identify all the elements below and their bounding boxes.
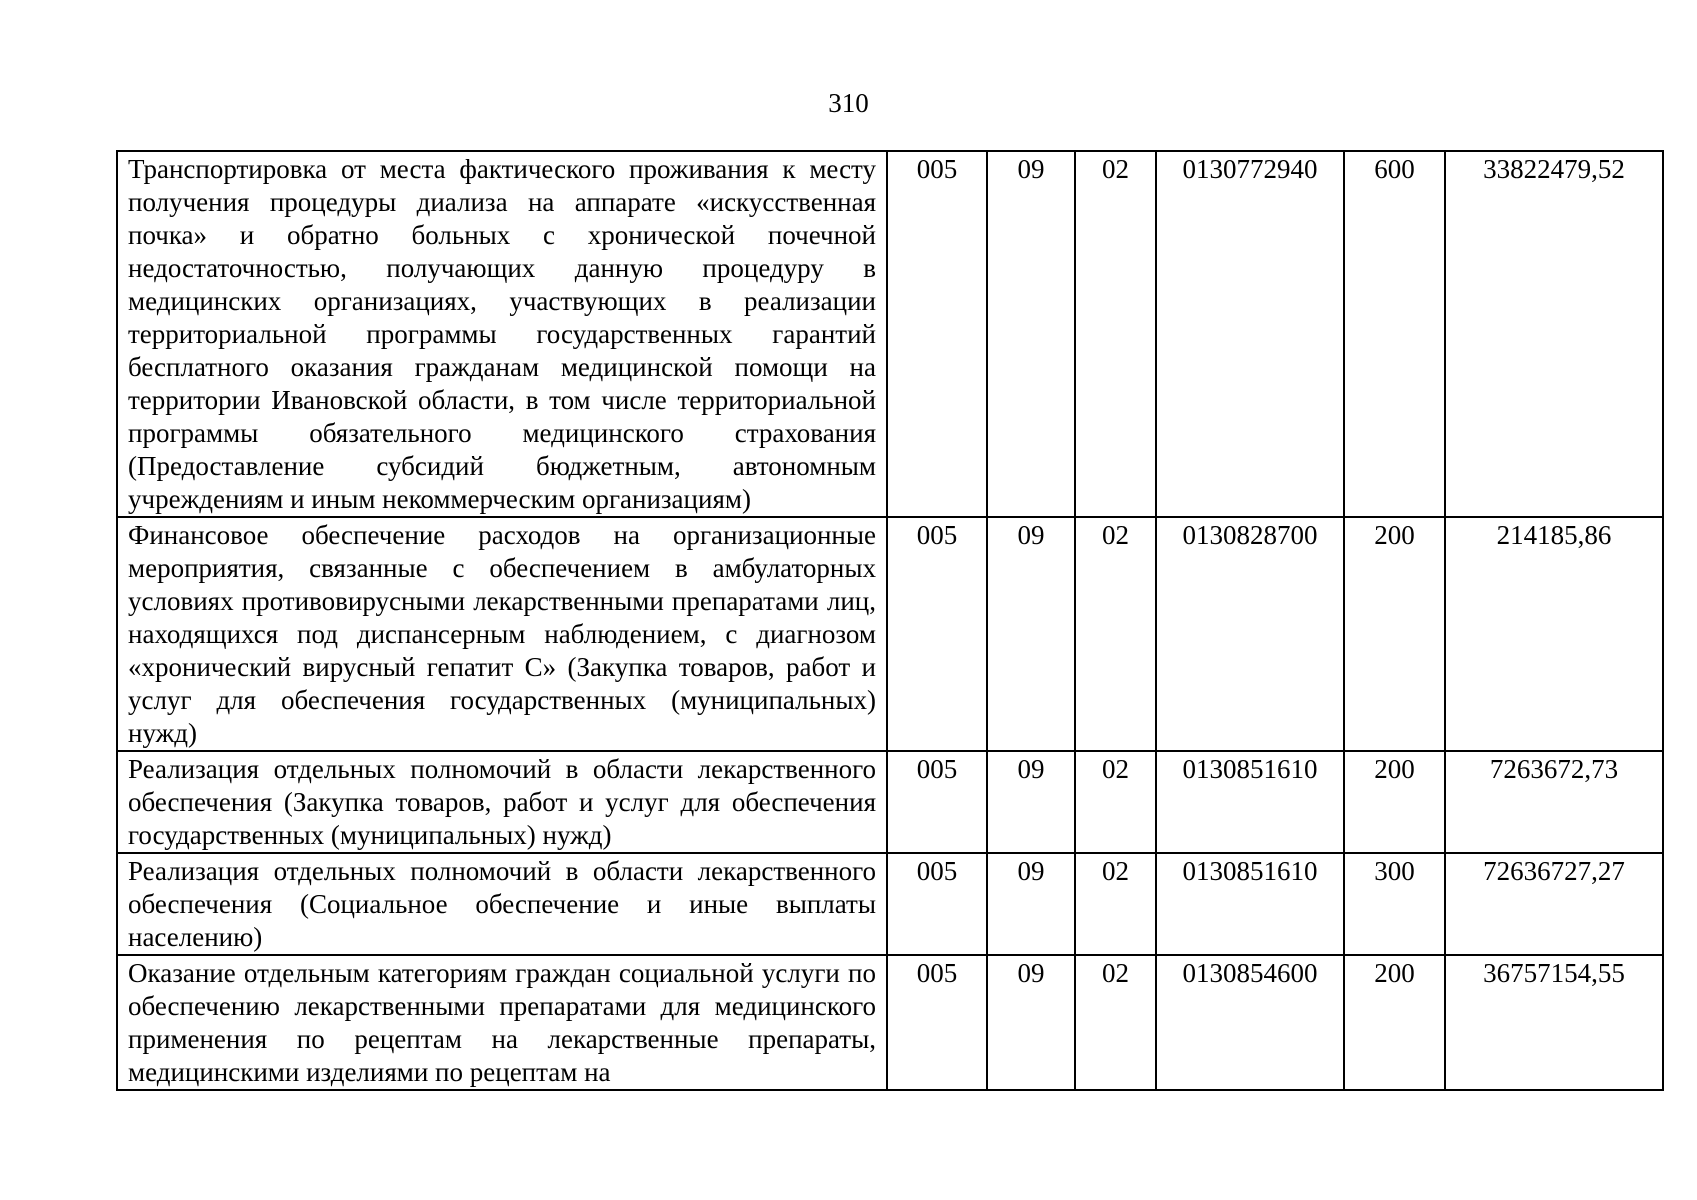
amount: 36757154,55 bbox=[1445, 955, 1663, 1090]
target-article-code: 0130851610 bbox=[1156, 853, 1344, 955]
table-row bbox=[117, 751, 1663, 853]
amount: 7263672,73 bbox=[1445, 751, 1663, 853]
expense-description: Оказание отдельным категориям граждан социальной услуги по обеспечению лекарственными препаратами для медицинского применения по рецептам на лекарственные препараты, медицинскими изделиями по рецептам на bbox=[117, 955, 887, 1090]
expense-type-code: 200 bbox=[1344, 517, 1445, 751]
expense-type-code: 600 bbox=[1344, 151, 1445, 517]
section-code: 09 bbox=[987, 955, 1075, 1090]
expense-description: Транспортировка от места фактического проживания к месту получения процедуры диализа на аппарате «искусственная почка» и обратно больных с хронической почечной недостаточностью, получающих данную процедуру в медицинских организациях, участвующих в реализации территориальной программы государственных гарантий бесплатного оказания гражданам медицинской помощи на территории Ивановской области, в том числе территориальной программы обязательного медицинского страхования (Предоставление субсидий бюджетным, автономным учреждениям и иным некоммерческим организациям) bbox=[117, 151, 887, 517]
table-row bbox=[117, 853, 1663, 955]
expense-description: Финансовое обеспечение расходов на организационные мероприятия, связанные с обеспечением в амбулаторных условиях противовирусными лекарственными препаратами лиц, находящихся под диспансерным наблюдением, с диагнозом «хронический вирусный гепатит С» (Закупка товаров, работ и услуг для обеспечения государственных (муниципальных) нужд) bbox=[117, 517, 887, 751]
target-article-code: 0130772940 bbox=[1156, 151, 1344, 517]
target-article-code: 0130828700 bbox=[1156, 517, 1344, 751]
target-article-code: 0130851610 bbox=[1156, 751, 1344, 853]
subsection-code: 02 bbox=[1075, 955, 1156, 1090]
page-number: 310 bbox=[828, 88, 869, 118]
budget-table bbox=[116, 150, 1664, 1091]
section-code: 09 bbox=[987, 517, 1075, 751]
ministry-code: 005 bbox=[887, 955, 987, 1090]
section-code: 09 bbox=[987, 151, 1075, 517]
target-article-code: 0130854600 bbox=[1156, 955, 1344, 1090]
subsection-code: 02 bbox=[1075, 853, 1156, 955]
expense-description: Реализация отдельных полномочий в области лекарственного обеспечения (Закупка товаров, работ и услуг для обеспечения государственных (муниципальных) нужд) bbox=[117, 751, 887, 853]
expense-description: Реализация отдельных полномочий в области лекарственного обеспечения (Социальное обеспечение и иные выплаты населению) bbox=[117, 853, 887, 955]
section-code: 09 bbox=[987, 853, 1075, 955]
amount: 72636727,27 bbox=[1445, 853, 1663, 955]
section-code: 09 bbox=[987, 751, 1075, 853]
subsection-code: 02 bbox=[1075, 517, 1156, 751]
table-row bbox=[117, 955, 1663, 1090]
amount: 214185,86 bbox=[1445, 517, 1663, 751]
expense-type-code: 300 bbox=[1344, 853, 1445, 955]
ministry-code: 005 bbox=[887, 853, 987, 955]
table-row bbox=[117, 151, 1663, 517]
subsection-code: 02 bbox=[1075, 751, 1156, 853]
expense-type-code: 200 bbox=[1344, 751, 1445, 853]
table-row bbox=[117, 517, 1663, 751]
ministry-code: 005 bbox=[887, 751, 987, 853]
expense-type-code: 200 bbox=[1344, 955, 1445, 1090]
amount: 33822479,52 bbox=[1445, 151, 1663, 517]
subsection-code: 02 bbox=[1075, 151, 1156, 517]
ministry-code: 005 bbox=[887, 517, 987, 751]
ministry-code: 005 bbox=[887, 151, 987, 517]
